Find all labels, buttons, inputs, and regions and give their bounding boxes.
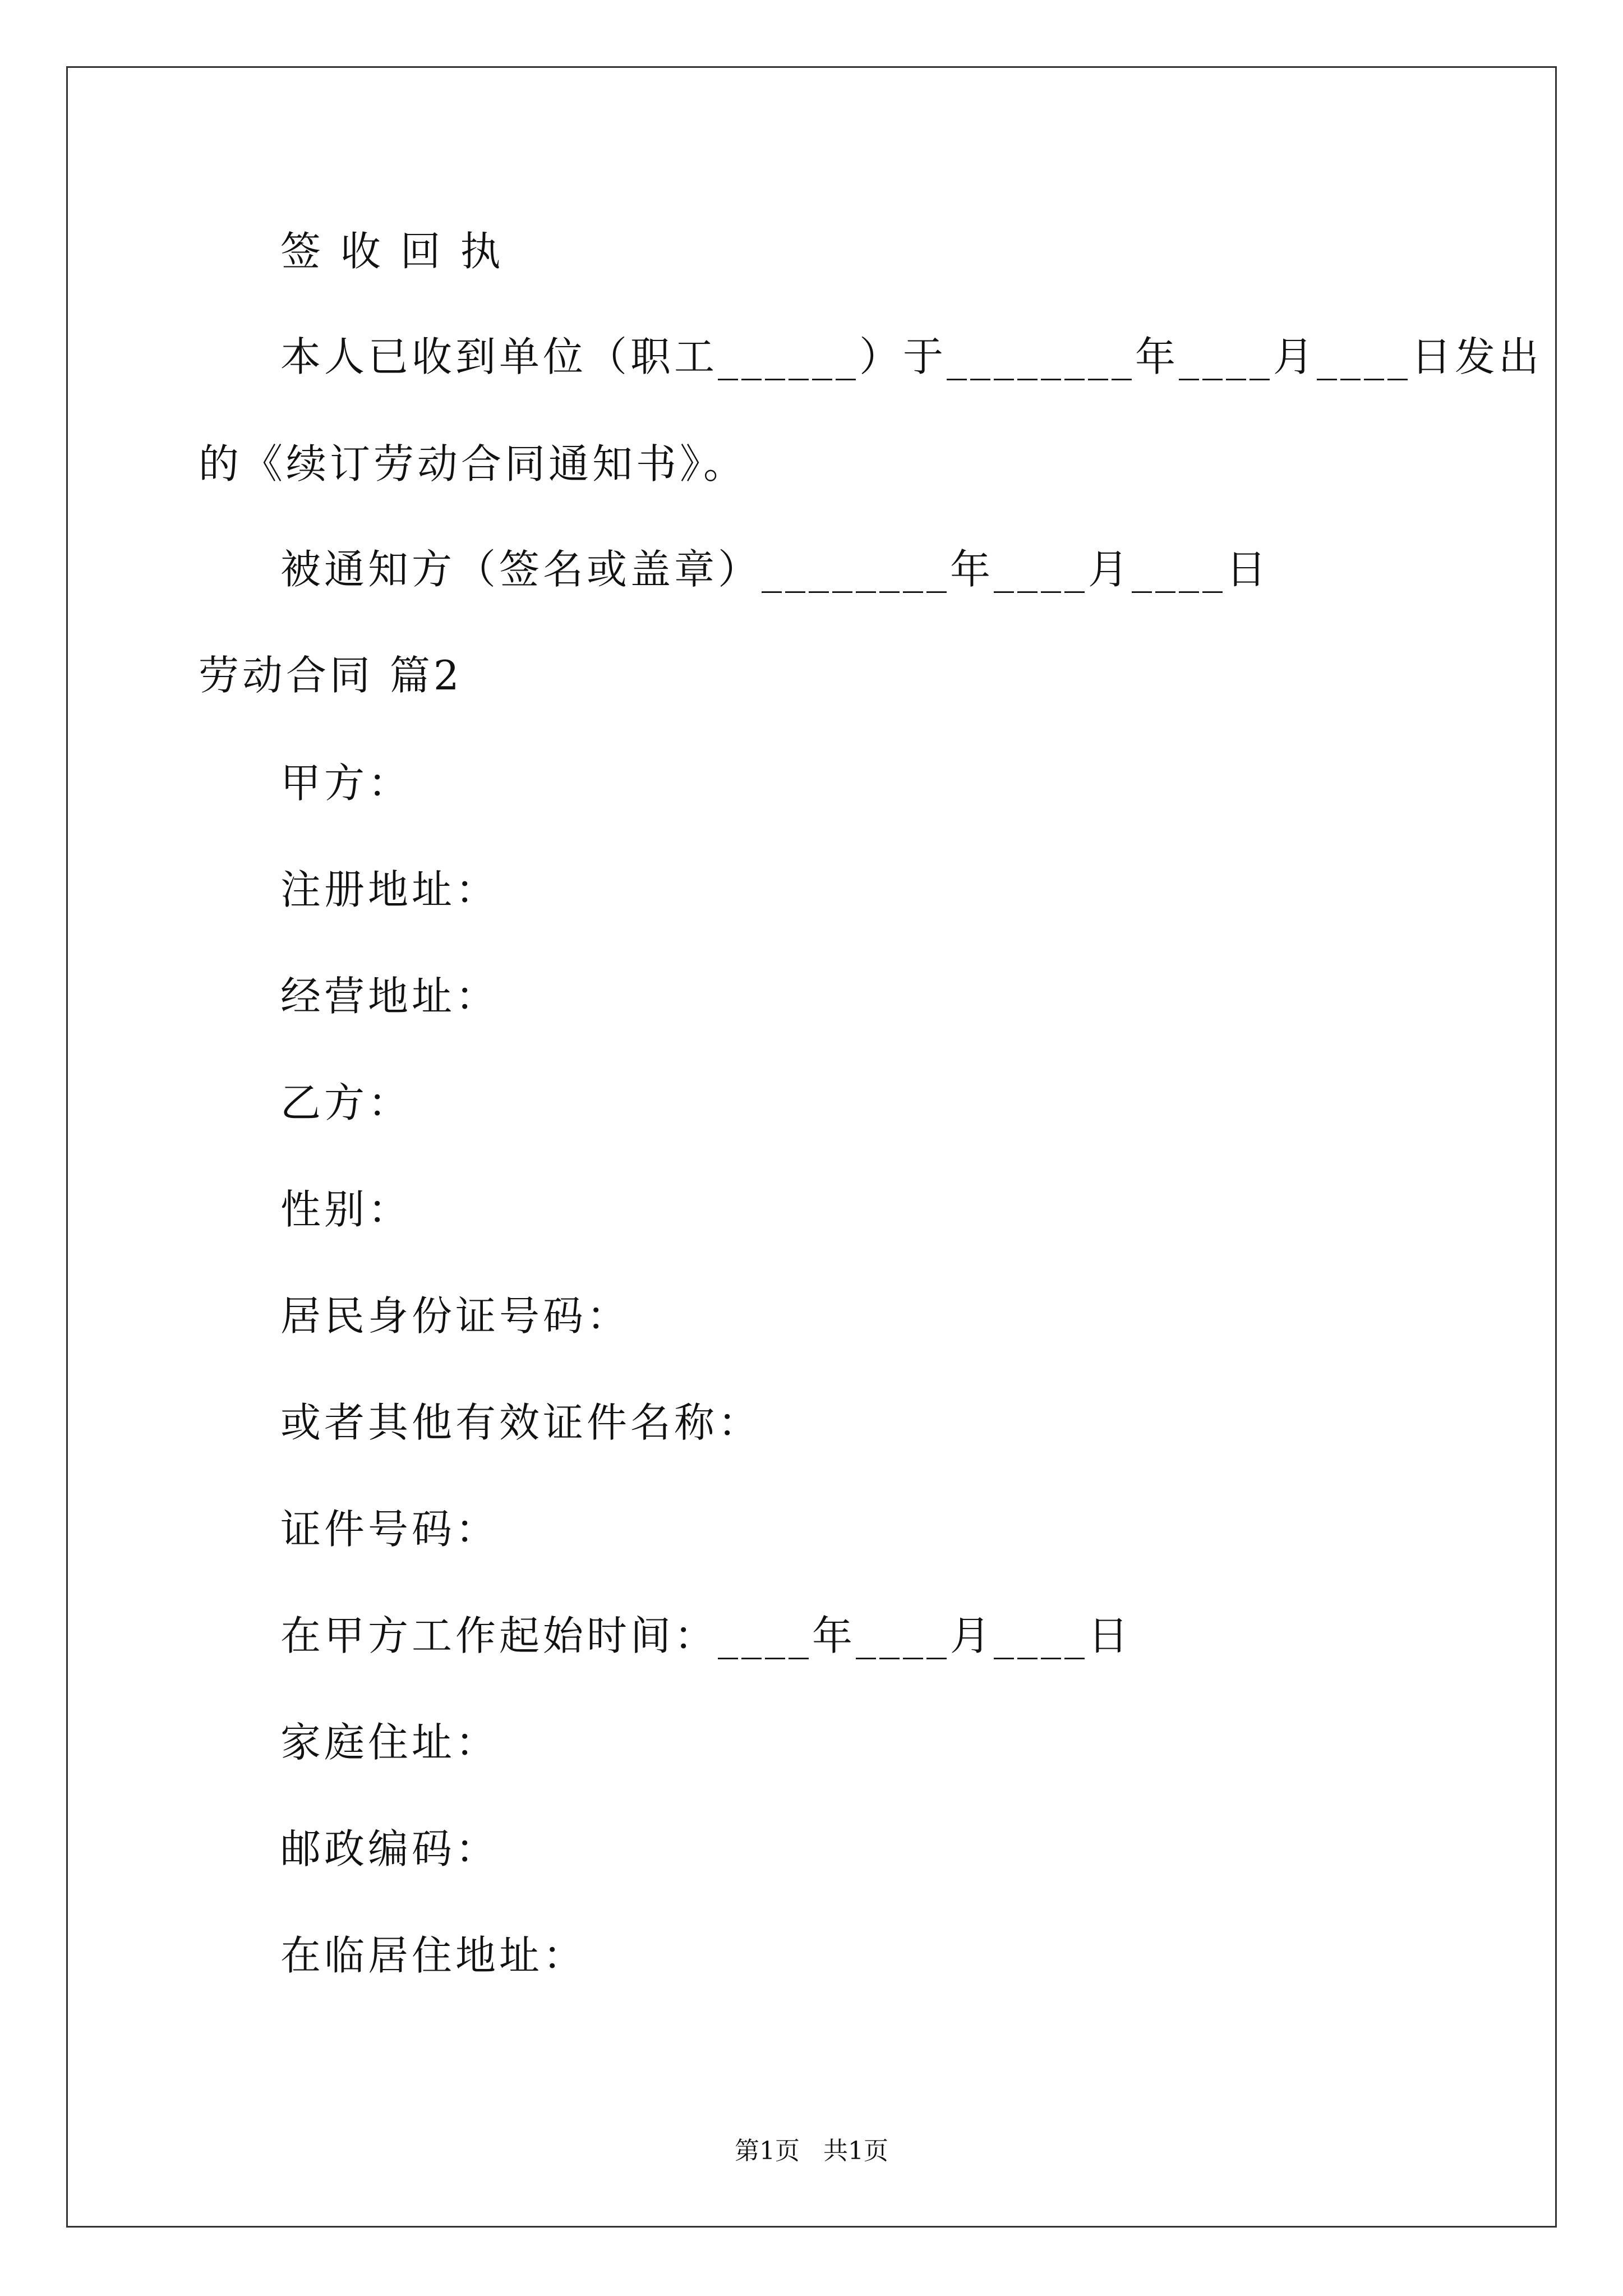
receipt-statement-line-1: 本人已收到单位（职工______）于________年____月____日发出: [280, 333, 1543, 380]
postal-code-field: 邮政编码：: [280, 1825, 500, 1872]
gender-field: 性别：: [280, 1186, 412, 1233]
receipt-signature-line: 被通知方（签名或盖章）________年____月____日: [280, 546, 1270, 593]
home-address-field: 家庭住址：: [280, 1719, 500, 1766]
party-a-field: 甲方：: [280, 760, 412, 807]
id-number-field: 居民身份证号码：: [280, 1292, 631, 1340]
certificate-number-field: 证件号码：: [280, 1506, 500, 1553]
party-b-field: 乙方：: [280, 1079, 412, 1126]
page-border: [66, 66, 1557, 2228]
section-heading: 劳动合同 篇2: [199, 652, 463, 699]
other-id-name-field: 或者其他有效证件名称：: [280, 1399, 762, 1446]
page-footer: 第1页 共1页: [735, 2137, 888, 2165]
start-date-field: 在甲方工作起始时间：____年____月____日: [280, 1612, 1132, 1659]
registered-address-field: 注册地址：: [280, 866, 500, 913]
business-address-field: 经营地址：: [280, 973, 500, 1020]
receipt-statement-line-2: 的《续订劳动合同通知书》。: [199, 440, 748, 487]
temporary-address-field: 在临居住地址：: [280, 1932, 587, 1979]
receipt-title: 签 收 回 执: [280, 228, 504, 275]
